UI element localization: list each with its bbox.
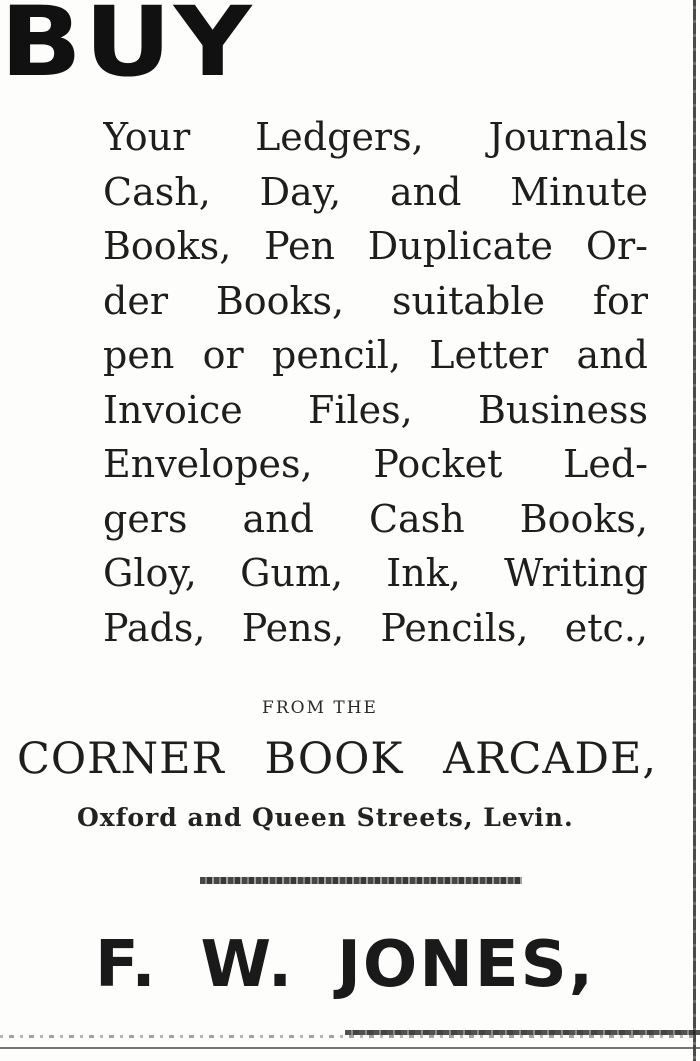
body-line: pen or pencil, Letter and [103, 333, 648, 377]
body-line: der Books, suitable for [103, 278, 648, 323]
column-rule-right [693, 0, 696, 1061]
body-line: Cash, Day, and Minute [103, 169, 648, 214]
bottom-divider-line [0, 1047, 700, 1049]
shop-address: Oxford and Queen Streets, Levin. [77, 803, 574, 832]
body-line: Invoice Files, Business [103, 387, 648, 432]
shop-name: CORNER BOOK ARCADE, [17, 734, 657, 784]
from-the-label: FROM THE [262, 698, 378, 718]
body-line: Gloy, Gum, Ink, Writing [103, 551, 648, 595]
divider-rule [200, 877, 522, 884]
bottom-divider-dotted [0, 1035, 700, 1038]
body-line: gers and Cash Books, [103, 496, 648, 541]
body-line: Pads, Pens, Pencils, etc., [103, 605, 648, 650]
product-list-text [103, 110, 648, 655]
body-line: Envelopes, Pocket Led- [103, 442, 648, 486]
proprietor-name: F. W. JONES, [95, 928, 595, 1002]
headline: BUY [0, 0, 254, 98]
body-line: Books, Pen Duplicate Or- [103, 224, 648, 268]
body-line: Your Ledgers, Journals [103, 115, 648, 159]
